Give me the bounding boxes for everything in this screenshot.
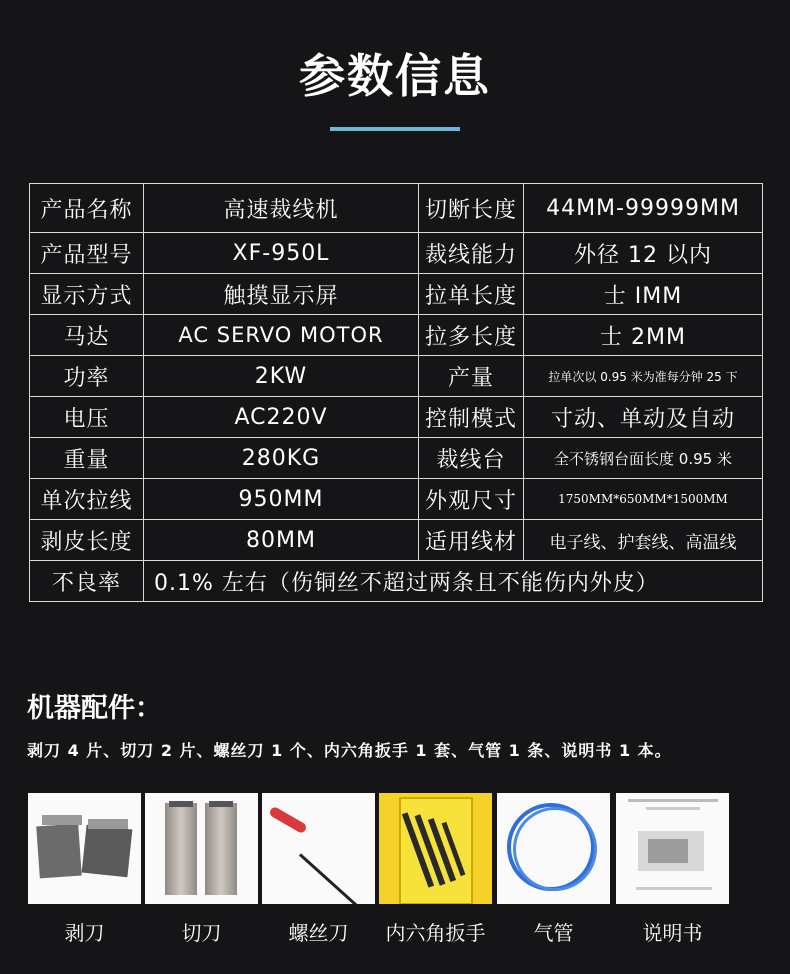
spec-value: 触摸显示屏 bbox=[144, 274, 419, 315]
spec-label: 拉多长度 bbox=[419, 315, 524, 356]
spec-label: 裁线能力 bbox=[419, 233, 524, 274]
accessory-item bbox=[145, 793, 258, 945]
spec-value: 士 2MM bbox=[524, 315, 763, 356]
spec-label: 功率 bbox=[30, 356, 144, 397]
accessory-item bbox=[28, 793, 141, 945]
spec-value: 高速裁线机 bbox=[144, 184, 419, 233]
spec-label: 单次拉线 bbox=[30, 479, 144, 520]
accessory-caption: 螺丝刀 bbox=[288, 921, 349, 945]
spec-label: 切断长度 bbox=[419, 184, 524, 233]
spec-value: 80MM bbox=[144, 520, 419, 561]
spec-value: 280KG bbox=[144, 438, 419, 479]
spec-value: AC220V bbox=[144, 397, 419, 438]
spec-label: 拉单长度 bbox=[419, 274, 524, 315]
air-tube-image bbox=[497, 793, 610, 904]
spec-label: 外观尺寸 bbox=[419, 479, 524, 520]
spec-value: 44MM-99999MM bbox=[524, 184, 763, 233]
accessory-item bbox=[616, 793, 729, 945]
accessory-item bbox=[497, 793, 610, 945]
spec-value: 950MM bbox=[144, 479, 419, 520]
table-row bbox=[30, 561, 763, 602]
spec-value: 士 IMM bbox=[524, 274, 763, 315]
spec-label: 马达 bbox=[30, 315, 144, 356]
spec-label: 不良率 bbox=[30, 561, 144, 602]
accessory-caption: 切刀 bbox=[181, 921, 222, 945]
spec-value: AC SERVO MOTOR bbox=[144, 315, 419, 356]
accessory-caption: 说明书 bbox=[642, 921, 703, 945]
spec-value: 寸动、单动及自动 bbox=[524, 397, 763, 438]
spec-value: 全不锈钢台面长度 0.95 米 bbox=[524, 438, 763, 479]
spec-value: 0.1% 左右（伤铜丝不超过两条且不能伤内外皮） bbox=[144, 561, 763, 602]
table-row bbox=[30, 479, 763, 520]
spec-label: 控制模式 bbox=[419, 397, 524, 438]
manual-image bbox=[616, 793, 729, 904]
accessory-caption: 气管 bbox=[533, 921, 574, 945]
spec-label: 电压 bbox=[30, 397, 144, 438]
hex-key-set-image bbox=[379, 793, 492, 904]
spec-value: 外径 12 以内 bbox=[524, 233, 763, 274]
cutting-blade-image bbox=[145, 793, 258, 904]
spec-label: 产品型号 bbox=[30, 233, 144, 274]
spec-value: XF-950L bbox=[144, 233, 419, 274]
spec-label: 适用线材 bbox=[419, 520, 524, 561]
table-row bbox=[30, 233, 763, 274]
accessories-heading: 机器配件： bbox=[27, 693, 162, 724]
spec-label: 重量 bbox=[30, 438, 144, 479]
spec-value: 电子线、护套线、高温线 bbox=[524, 520, 763, 561]
table-row bbox=[30, 274, 763, 315]
accessory-caption: 剥刀 bbox=[64, 921, 105, 945]
accessory-item bbox=[379, 793, 492, 945]
table-row bbox=[30, 184, 763, 233]
spec-label: 裁线台 bbox=[419, 438, 524, 479]
accessory-item bbox=[262, 793, 375, 945]
spec-label: 产量 bbox=[419, 356, 524, 397]
spec-value: 2KW bbox=[144, 356, 419, 397]
title-underline bbox=[330, 127, 460, 131]
spec-table bbox=[29, 183, 763, 602]
table-row bbox=[30, 315, 763, 356]
stripping-blade-image bbox=[28, 793, 141, 904]
spec-label: 产品名称 bbox=[30, 184, 144, 233]
spec-value: 拉单次以 0.95 米为准每分钟 25 下 bbox=[524, 356, 763, 397]
table-row bbox=[30, 438, 763, 479]
screwdriver-image bbox=[262, 793, 375, 904]
accessories-description: 剥刀 4 片、切刀 2 片、螺丝刀 1 个、内六角扳手 1 套、气管 1 条、说明书 1 本。 bbox=[27, 741, 672, 760]
table-row bbox=[30, 520, 763, 561]
spec-label: 剥皮长度 bbox=[30, 520, 144, 561]
page-title: 参数信息 bbox=[299, 49, 491, 103]
table-row bbox=[30, 356, 763, 397]
table-row bbox=[30, 397, 763, 438]
spec-value: 1750MM*650MM*1500MM bbox=[524, 479, 763, 520]
spec-label: 显示方式 bbox=[30, 274, 144, 315]
accessory-caption: 内六角扳手 bbox=[385, 921, 486, 945]
